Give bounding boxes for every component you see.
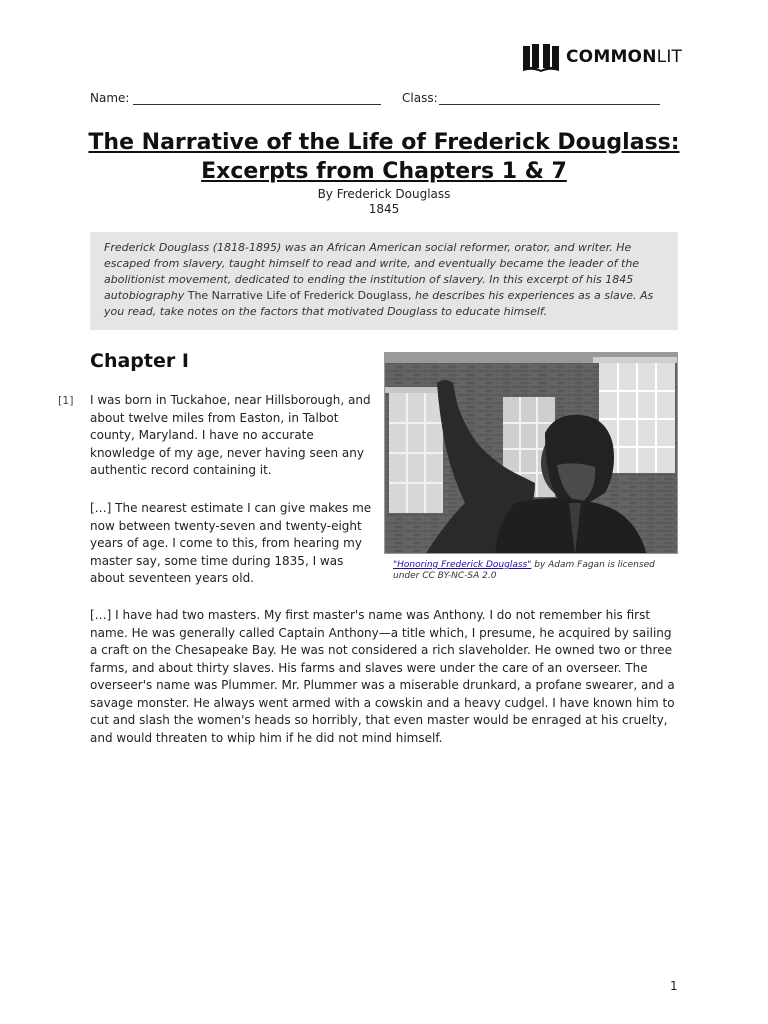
title-line-1: The Narrative of the Life of Frederick Douglass:: [88, 130, 680, 155]
paragraph-number: [1]: [58, 394, 74, 407]
author: By Frederick Douglass: [317, 187, 451, 201]
photo-caption: [393, 560, 678, 582]
chapter-heading: Chapter I: [90, 350, 189, 372]
title-line-2: Excerpts from Chapters 1 & 7: [201, 159, 567, 184]
name-label: Name:: [90, 91, 130, 105]
paragraph-2: […] The nearest estimate I can give makes me now between twenty-seven and twenty-eight years of age. I come to this, from hearing my master say, some time during 1835, I was about seventeen years old.: [90, 501, 372, 585]
student-info-row: [90, 90, 680, 108]
statue-photo-illustration: [385, 353, 678, 554]
logo-wordmark: COMMONLIT: [566, 47, 683, 67]
intro-part-1: Frederick Douglass (1818-1895) was an African American social reformer, orator, and writer. He escaped from slavery, taught himself to read and write, and eventually became the leader of the abolitionist movement, dedicated to ending the institution of slavery. In this excerpt of his 1845 autobiography: [104, 241, 640, 302]
statue-photo: [384, 352, 678, 554]
commonlit-logo: [522, 42, 682, 72]
open-book-icon: [522, 42, 560, 72]
year: 1845: [368, 202, 400, 216]
photo-license-text: by Adam Fagan is licensed under CC BY-NC-SA 2.0: [393, 560, 655, 581]
page-number: 1: [670, 979, 678, 993]
class-label: Class:: [402, 91, 438, 105]
introduction-box: [90, 232, 678, 330]
paragraph-3: […] I have had two masters. My first master's name was Anthony. I do not remember his first name. He was generally called Captain Anthony—a title which, I presume, he acquired by sailing a craft on the Chesapeake Bay. He was not considered a rich slaveholder. He owned two or three farms, and about thirty slaves. His farms and slaves were under the care of an overseer. The overseer's name was Plummer. Mr. Plummer was a miserable drunkard, a profane swearer, and a savage monster. He always went armed with a cowskin and a heavy cudgel. I have known him to cut and slash the women's heads so horribly, that even master would be enraged at his cruelty, and would threaten to whip him if he did not mind himself.: [90, 608, 675, 745]
photo-credit-link[interactable]: "Honoring Frederick Douglass": [393, 560, 532, 570]
document-title: [40, 128, 728, 186]
paragraph-1: I was born in Tuckahoe, near Hillsborough, and about twelve miles from Easton, in Talbot county, Maryland. I have no accurate knowledge of my age, never having seen any authentic record containing it.: [90, 393, 371, 477]
class-field[interactable]: [439, 104, 660, 105]
intro-part-2: he describes his experiences as a slave. As you read, take notes on the factors that motivated Douglass to educate himself.: [104, 289, 654, 318]
intro-book-title: The Narrative Life of Frederick Douglass,: [184, 289, 412, 302]
name-field[interactable]: [133, 104, 381, 105]
byline: [40, 187, 728, 217]
